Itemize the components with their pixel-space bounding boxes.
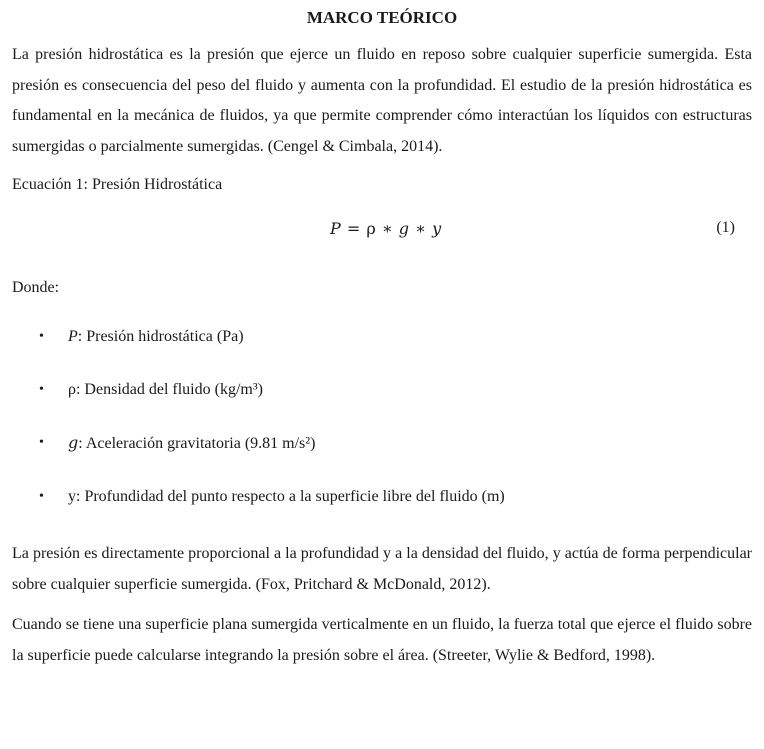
equation-number: (1) <box>716 219 735 236</box>
variable-description: : Aceleración gravitatoria (9.81 m/s²) <box>78 435 316 452</box>
bullet-icon: • <box>39 329 44 344</box>
bullet-icon: • <box>39 382 44 397</box>
hydrostatic-equation <box>330 219 442 238</box>
equation-pressure-symbol: P <box>330 219 342 238</box>
equation-equals: = <box>341 219 367 238</box>
variable-description: : Presión hidrostática (Pa) <box>77 328 244 345</box>
variable-list <box>12 326 752 508</box>
equation-operator: ∗ <box>409 219 433 238</box>
equation-operator: ∗ <box>376 219 399 238</box>
variable-symbol: g <box>68 433 79 452</box>
where-label: Donde: <box>12 279 60 296</box>
force-paragraph: Cuando se tiene una superficie plana sumergida verticalmente en un fluido, la fuerza total que ejerce el fluido sobre la superficie puede calcularse integrando la presión sobre el área. (Streeter, Wylie & Bedford, 1998). <box>12 616 752 664</box>
variable-symbol: P <box>68 328 78 345</box>
section-title: MARCO TEÓRICO <box>306 8 458 27</box>
variable-description: : Densidad del fluido (kg/m³) <box>75 381 263 398</box>
list-item <box>12 486 752 508</box>
equation-caption: Ecuación 1: Presión Hidrostática <box>12 176 223 193</box>
bullet-icon: • <box>39 435 44 450</box>
list-item <box>12 379 752 401</box>
variable-symbol: ρ <box>68 381 76 398</box>
equation-depth-symbol: y <box>432 219 442 238</box>
proportionality-paragraph: La presión es directamente proporcional a la profundidad y a la densidad del fluido, y actúa de forma perpendicular sobre cualquier superficie sumergida. (Fox, Pritchard & McDonald, 2012). <box>12 545 752 593</box>
equation-gravity-symbol: g <box>398 219 410 238</box>
intro-paragraph: La presión hidrostática es la presión que ejerce un fluido en reposo sobre cualquier superficie sumergida. Esta presión es consecuencia del peso del fluido y aumenta con la profundidad. El estudio de la presión hidrostática es fundamental en la mecánica de fluidos, ya que permite comprender cómo interactúan los líquidos con estructuras sumergidas o parcialmente sumergidas. (Cengel & Cimbala, 2014). <box>12 46 752 155</box>
equation-row <box>12 219 752 247</box>
list-item <box>12 432 752 455</box>
list-item <box>12 326 752 348</box>
bullet-icon: • <box>39 489 44 504</box>
variable-description: : Profundidad del punto respecto a la superficie libre del fluido (m) <box>76 488 505 505</box>
equation-density-symbol: ρ <box>366 219 377 238</box>
variable-symbol: y <box>68 488 76 505</box>
